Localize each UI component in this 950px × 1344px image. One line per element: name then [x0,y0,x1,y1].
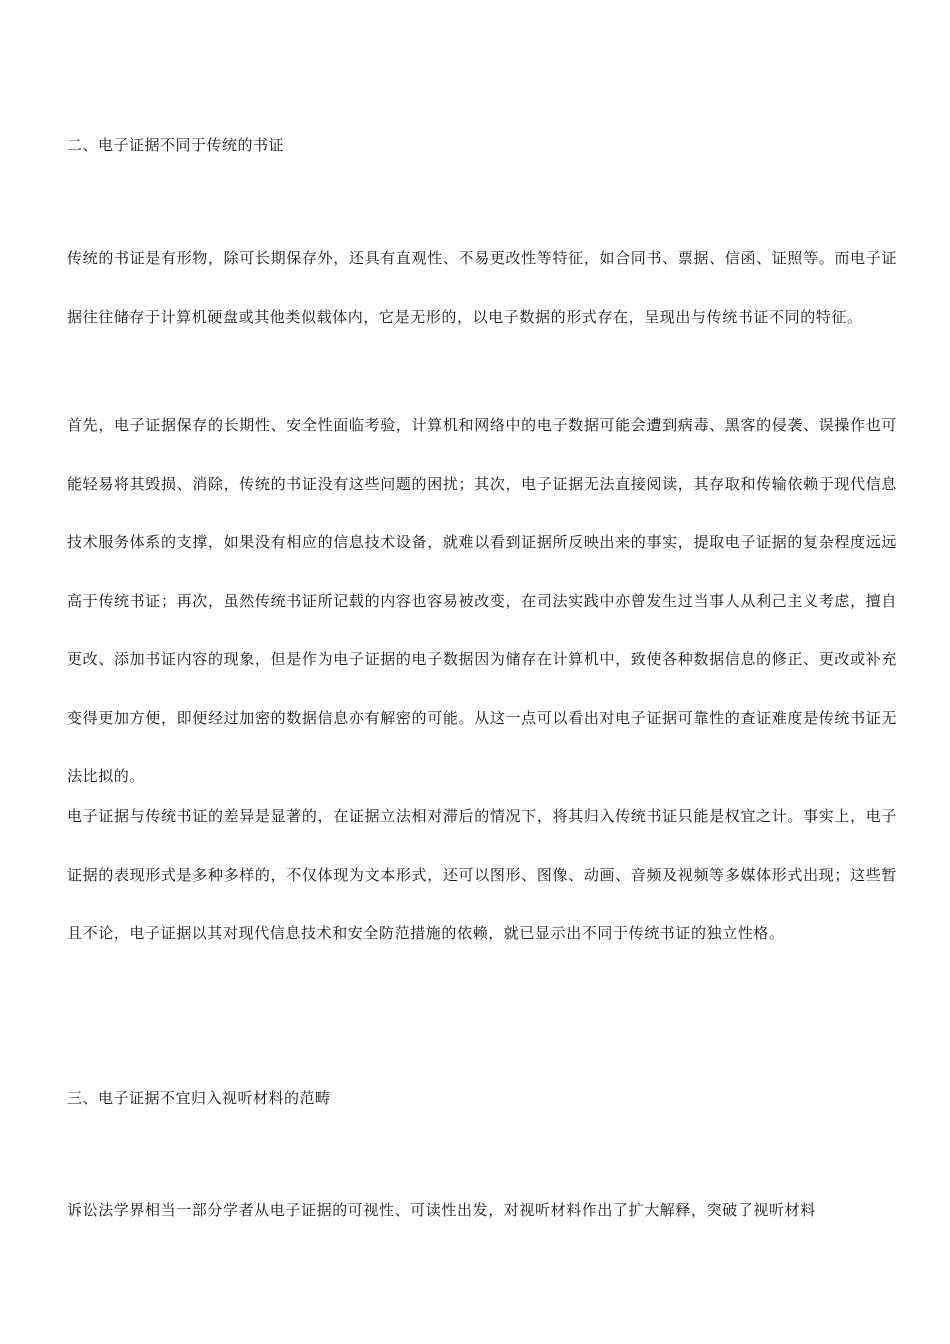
section-heading-two: 二、电子证据不同于传统的书证 [67,136,285,154]
paragraph: 诉讼法学界相当一部分学者从电子证据的可视性、可读性出发，对视听材料作出了扩大解释，突破了视听材料 [67,1201,816,1219]
section-heading-three: 三、电子证据不宜归入视听材料的范畴 [67,1089,331,1107]
paragraph: 首先，电子证据保存的长期性、安全性面临考验，计算机和网络中的电子数据可能会遭到病毒、黑客的侵袭、误操作也可能轻易将其毁损、消除，传统的书证没有这些问题的困扰；其次，电子证据无法直接阅读，其存取和传输依赖于现代信息技术服务体系的支撑，如果没有相应的信息技术设备，就难以看到证据所反映出来的事实，提取电子证据的复杂程度远远高于传统书证；再次，虽然传统书证所记载的内容也容易被改变，在司法实践中亦曾发生过当事人从利己主义考虑，擅自更改、添加书证内容的现象，但是作为电子证据的电子数据因为储存在计算机中，致使各种数据信息的修正、更改或补充变得更加方便，即便经过加密的数据信息亦有解密的可能。从这一点可以看出对电子证据可靠性的查证难度是传统书证无法比拟的。 [67,416,897,785]
paragraph: 传统的书证是有形物，除可长期保存外，还具有直观性、不易更改性等特征，如合同书、票据、信函、证照等。而电子证据往往储存于计算机硬盘或其他类似载体内，它是无形的，以电子数据的形式存在，呈现出与传统书证不同的特征。 [67,249,897,326]
paragraph: 电子证据与传统书证的差异是显著的，在证据立法相对滞后的情况下，将其归入传统书证只能是权宜之计。事实上，电子证据的表现形式是多种多样的，不仅体现为文本形式，还可以图形、图像、动画、音频及视频等多媒体形式出现；这些暂且不论，电子证据以其对现代信息技术和安全防范措施的依赖，就已显示出不同于传统书证的独立性格。 [67,807,897,942]
